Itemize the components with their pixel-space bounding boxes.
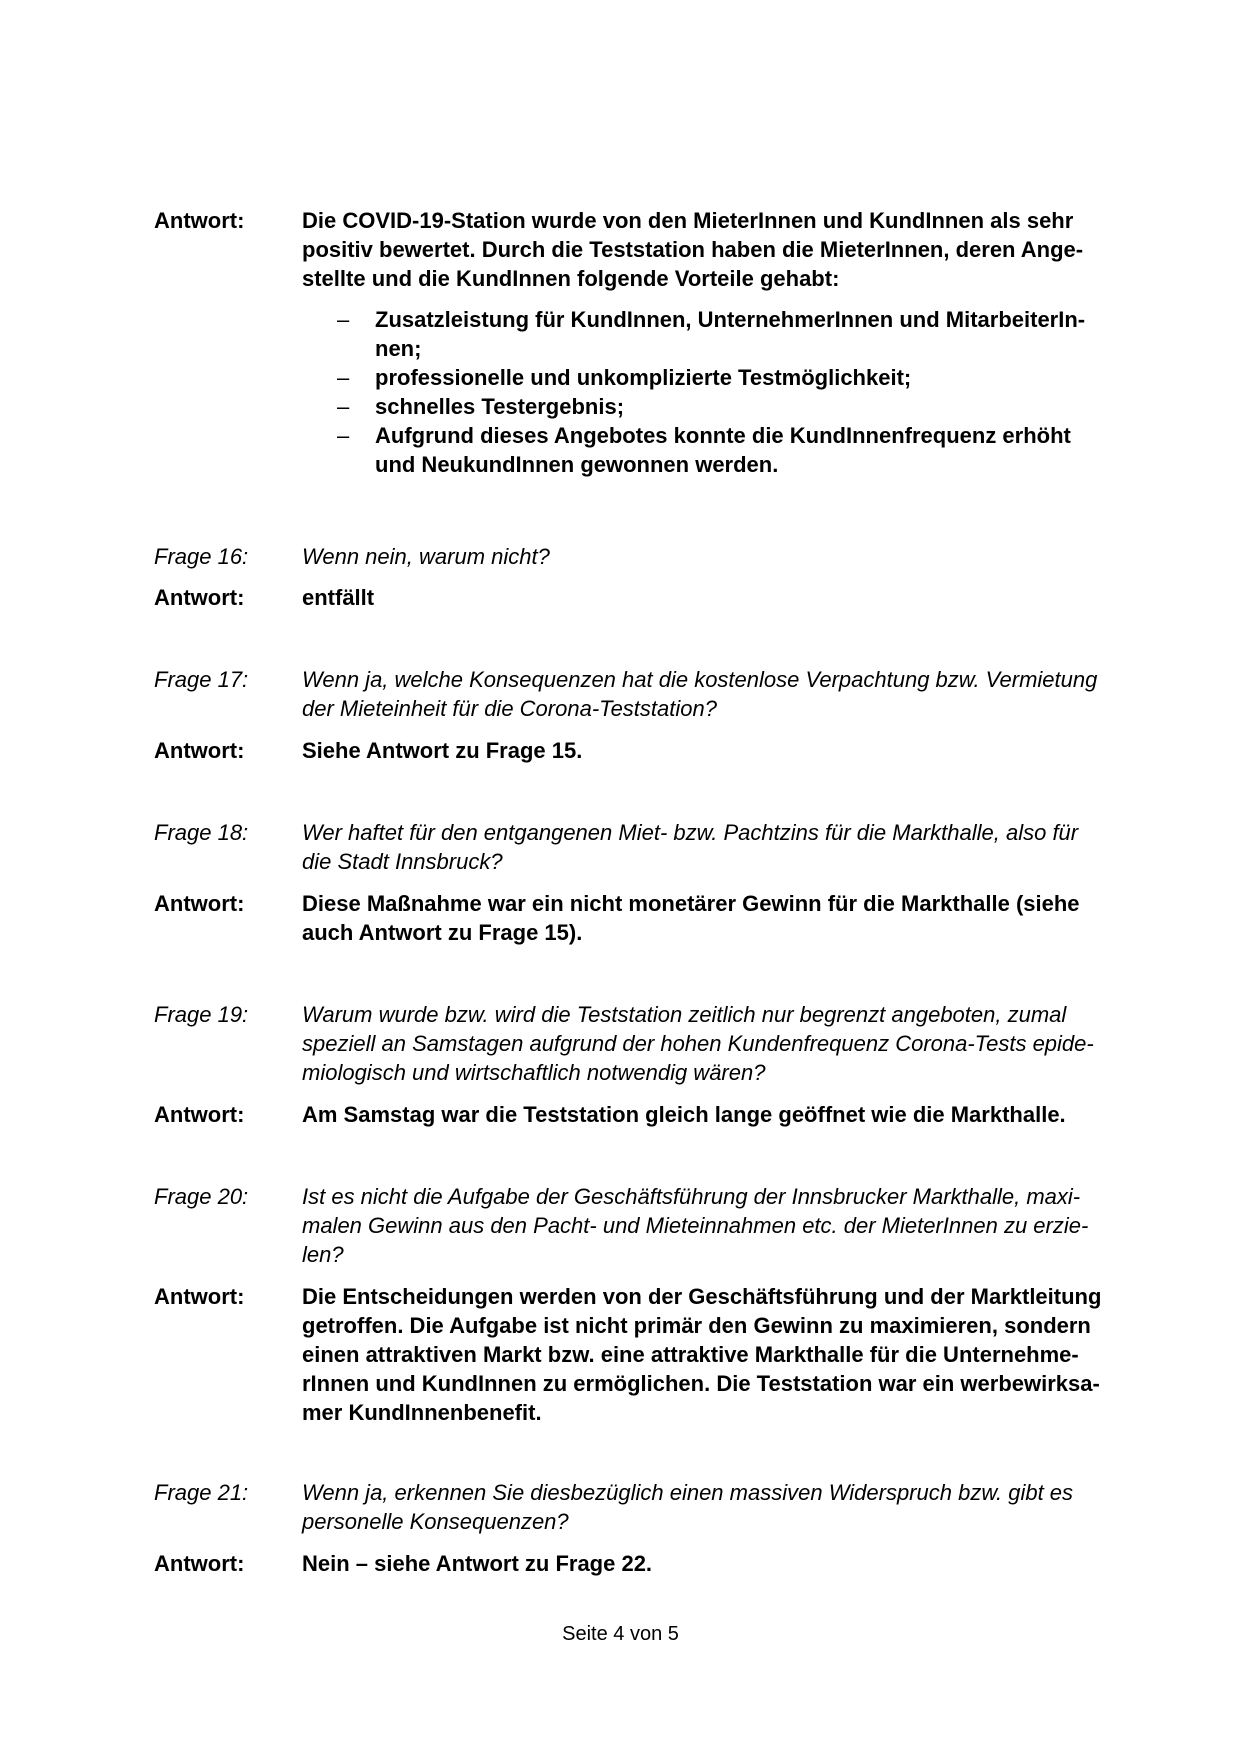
answer-text-19: Am Samstag war die Teststation gleich lange geöffnet wie die Markthalle. <box>302 1102 1066 1127</box>
question-17-line-1: Wenn ja, welche Konsequenzen hat die kostenlose Verpachtung bzw. Vermietung <box>302 667 1098 692</box>
bullet-text: Zusatzleistung für KundInnen, UnternehmerInnen und MitarbeiterIn- nen; <box>375 307 1086 361</box>
question-19-line-3: miologisch und wirtschaftlich notwendig wären? <box>302 1060 766 1085</box>
question-20-line-1: Ist es nicht die Aufgabe der Geschäftsführung der Innsbrucker Markthalle, maxi- <box>302 1184 1081 1209</box>
answer-label-17: Antwort: <box>154 738 245 763</box>
answer-text-20 <box>302 1282 1142 1427</box>
question-19-line-1: Warum wurde bzw. wird die Teststation zeitlich nur begrenzt angeboten, zumal <box>302 1002 1067 1027</box>
answer-label-21: Antwort: <box>154 1551 245 1576</box>
question-19-line-2: speziell an Samstagen aufgrund der hohen Kundenfrequenz Corona-Tests epide- <box>302 1031 1094 1056</box>
question-text-21 <box>302 1478 1142 1536</box>
bullet-dash: – <box>337 394 350 419</box>
question-20-line-2: malen Gewinn aus den Pacht- und Mieteinnahmen etc. der MieterInnen zu erzie- <box>302 1213 1089 1238</box>
bullet-dash: – <box>337 365 350 390</box>
answer-20-line-4: rInnen und KundInnen zu ermöglichen. Die Teststation war ein werbewirksa- <box>302 1371 1100 1396</box>
answer-15-line-3: stellte und die KundInnen folgende Vorteile gehabt: <box>302 266 840 291</box>
answer-label-16: Antwort: <box>154 585 245 610</box>
question-text-18 <box>302 818 1142 876</box>
answer-20-line-1: Die Entscheidungen werden von der Geschäftsführung und der Marktleitung <box>302 1284 1102 1309</box>
answer-text-21: Nein – siehe Antwort zu Frage 22. <box>302 1551 653 1576</box>
bullet-text: professionelle und unkomplizierte Testmöglichkeit; <box>375 365 912 390</box>
question-label-17: Frage 17: <box>154 667 249 692</box>
answer-18-line-2: auch Antwort zu Frage 15). <box>302 920 583 945</box>
question-20-line-3: len? <box>302 1242 344 1267</box>
answer-label-18: Antwort: <box>154 891 245 916</box>
answer-label-20: Antwort: <box>154 1284 245 1309</box>
question-21-line-1: Wenn ja, erkennen Sie diesbezüglich einen massiven Widerspruch bzw. gibt es <box>302 1480 1074 1505</box>
bullet-text: schnelles Testergebnis; <box>375 394 625 419</box>
bullet-item <box>302 392 1142 421</box>
bullet-text: Aufgrund dieses Angebotes konnte die KundInnenfrequenz erhöht und NeukundInnen gewonnen werden. <box>375 423 1071 477</box>
answer-15-line-2: positiv bewertet. Durch die Teststation haben die MieterInnen, deren Ange- <box>302 237 1084 262</box>
question-21-line-2: personelle Konsequenzen? <box>302 1509 569 1534</box>
answer-20-line-3: einen attraktiven Markt bzw. eine attraktive Markthalle für die Unternehme- <box>302 1342 1079 1367</box>
question-label-16: Frage 16: <box>154 544 249 569</box>
bullet-item <box>302 305 1142 363</box>
question-label-18: Frage 18: <box>154 820 249 845</box>
question-text-20 <box>302 1182 1142 1269</box>
answer-text-16: entfällt <box>302 585 375 610</box>
question-label-20: Frage 20: <box>154 1184 249 1209</box>
answer-18-line-1: Diese Maßnahme war ein nicht monetärer Gewinn für die Markthalle (siehe <box>302 891 1080 916</box>
answer-label-15: Antwort: <box>154 208 245 233</box>
question-18-line-2: die Stadt Innsbruck? <box>302 849 503 874</box>
question-text-17 <box>302 665 1142 723</box>
bullet-dash: – <box>337 307 350 332</box>
page-number: Seite 4 von 5 <box>562 1623 679 1645</box>
answer-20-line-5: mer KundInnenbenefit. <box>302 1400 542 1425</box>
bullet-dash: – <box>337 423 350 448</box>
question-text-16: Wenn nein, warum nicht? <box>302 544 550 569</box>
answer-text-15 <box>302 206 1142 293</box>
answer-text-18 <box>302 889 1142 947</box>
bullet-item <box>302 421 1142 479</box>
bullet-item <box>302 363 1142 392</box>
answer-15-line-1: Die COVID-19-Station wurde von den MieterInnen und KundInnen als sehr <box>302 208 1074 233</box>
answer-text-17: Siehe Antwort zu Frage 15. <box>302 738 583 763</box>
question-label-19: Frage 19: <box>154 1002 249 1027</box>
question-17-line-2: der Mieteinheit für die Corona-Teststation? <box>302 696 717 721</box>
answer-label-19: Antwort: <box>154 1102 245 1127</box>
question-text-19 <box>302 1000 1142 1087</box>
question-label-21: Frage 21: <box>154 1480 249 1505</box>
answer-20-line-2: getroffen. Die Aufgabe ist nicht primär den Gewinn zu maximieren, sondern <box>302 1313 1091 1338</box>
answer-15-bullet-list <box>302 305 1142 479</box>
question-18-line-1: Wer haftet für den entgangenen Miet- bzw. Pachtzins für die Markthalle, also für <box>302 820 1079 845</box>
